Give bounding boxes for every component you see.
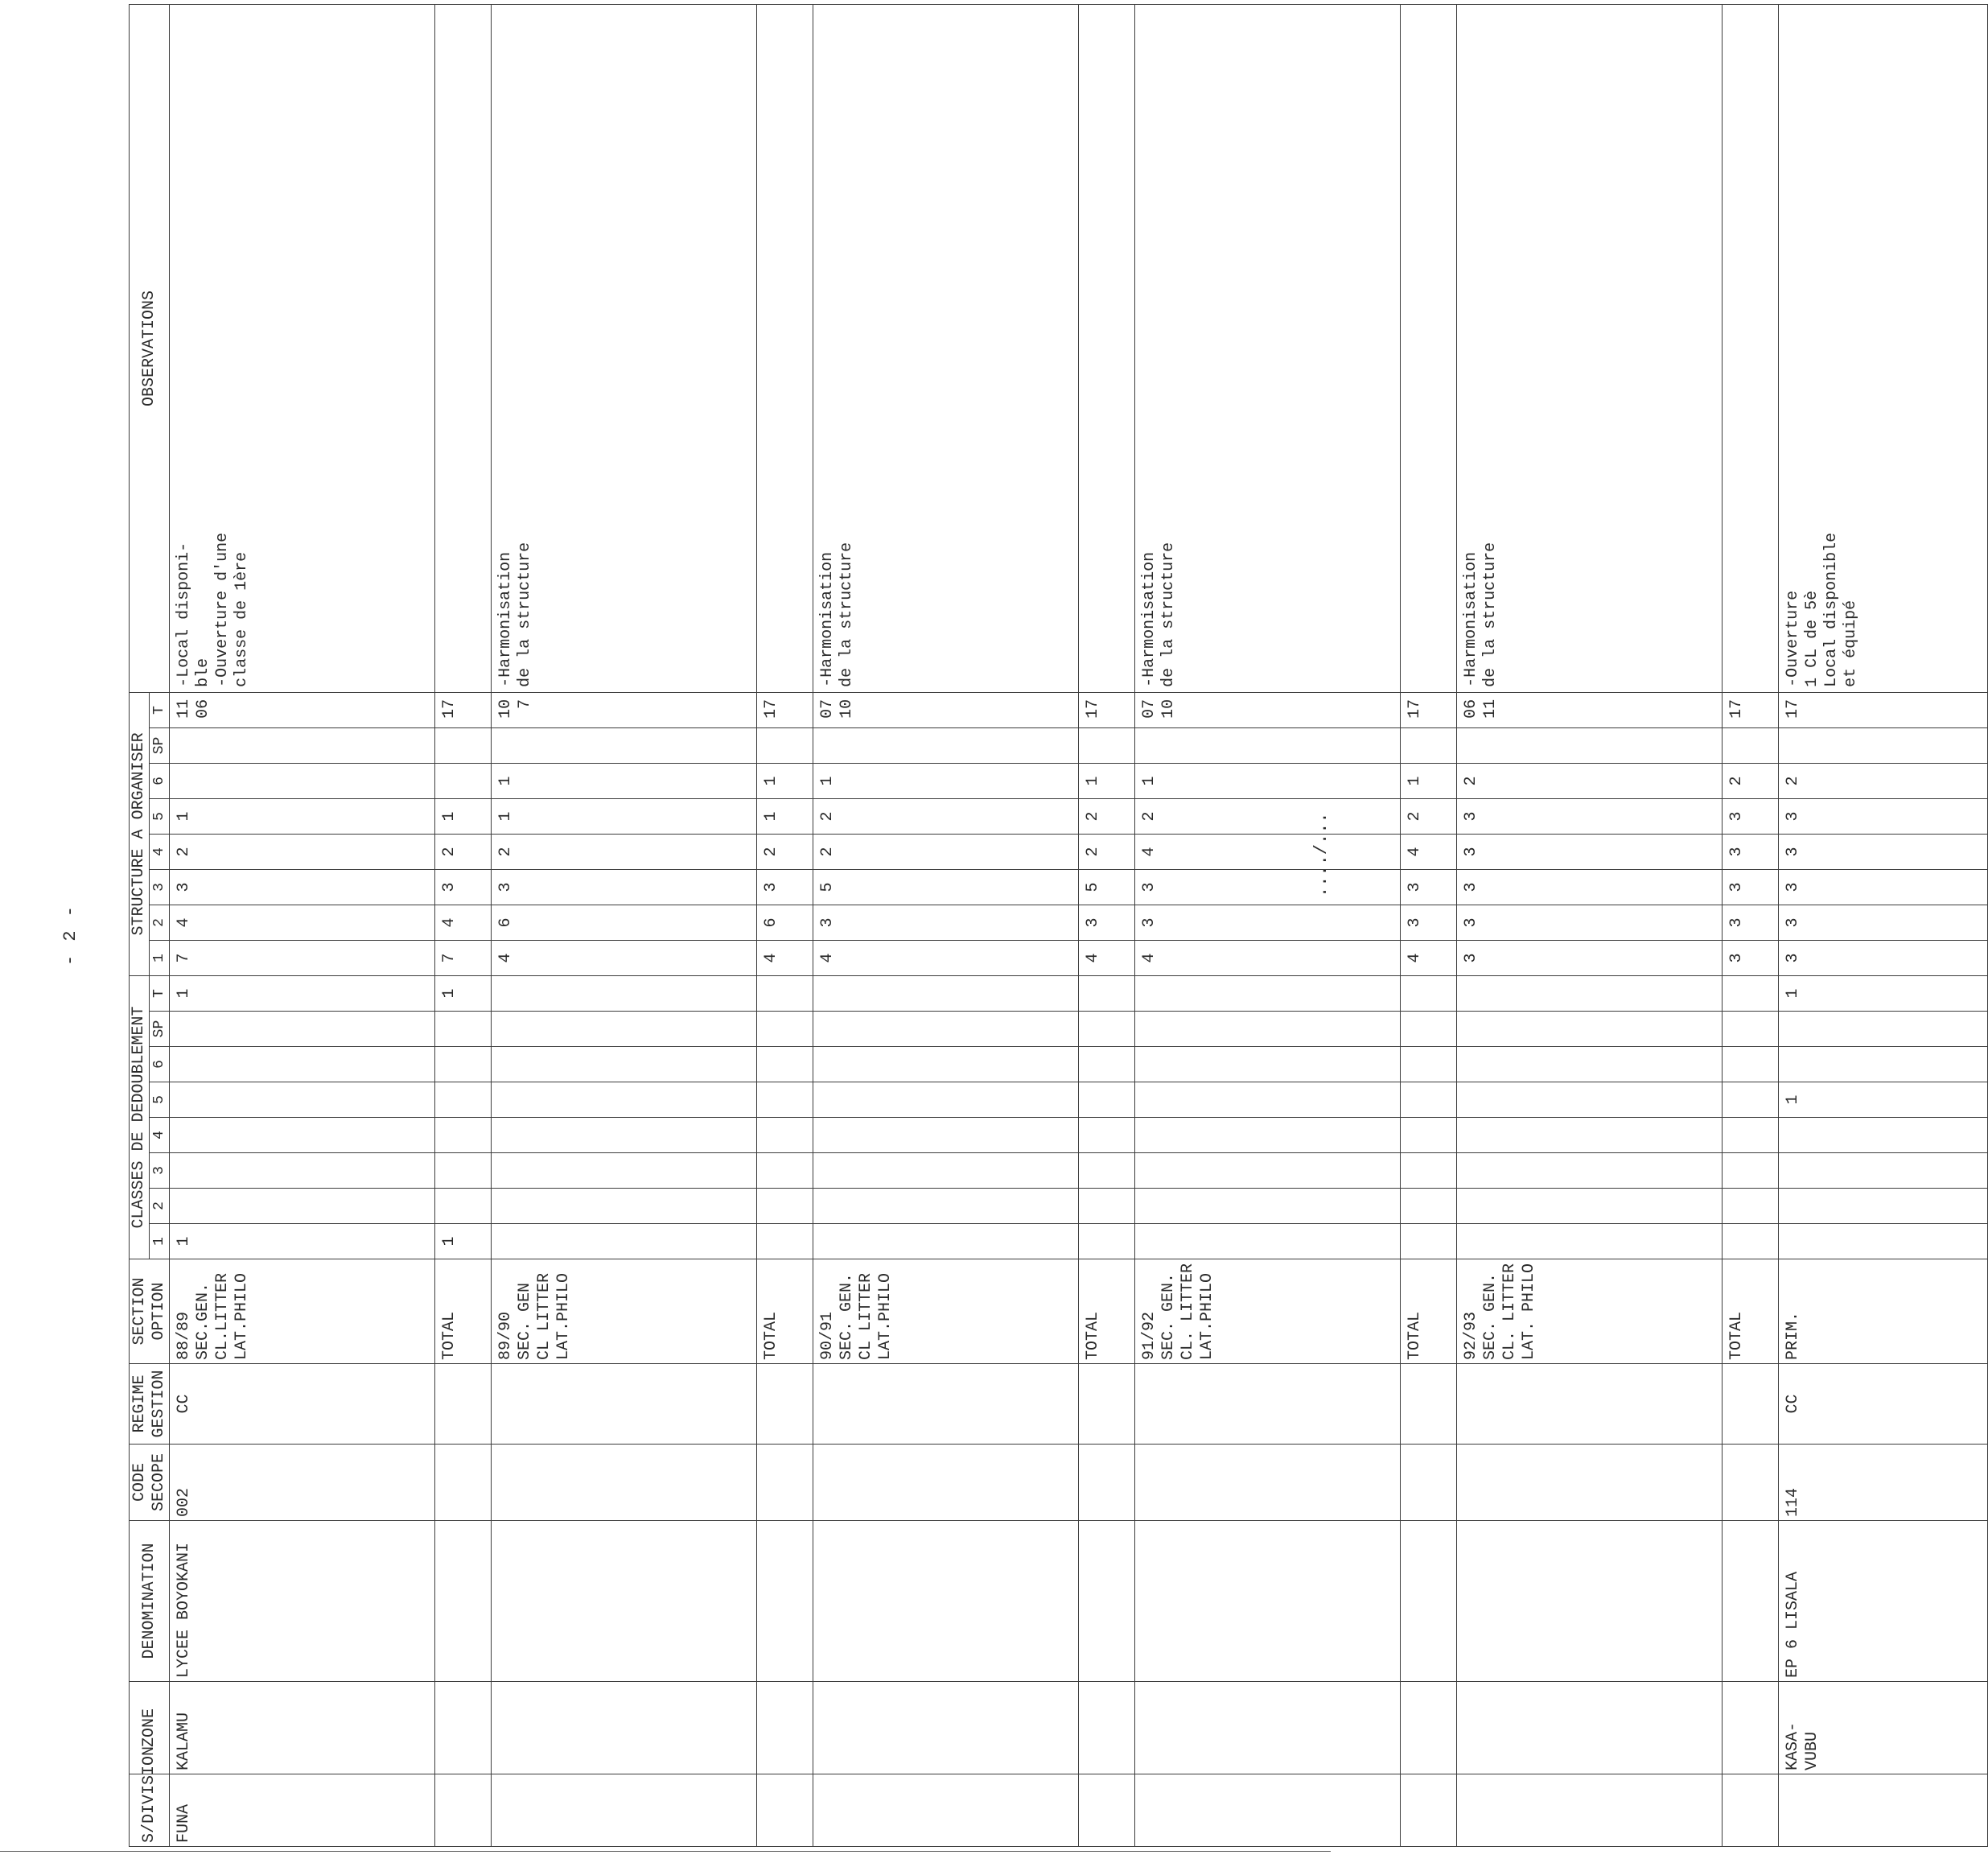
zone-cell: [1457, 1682, 1723, 1774]
structure-cell: 7: [170, 940, 435, 975]
structure-cell: 3: [170, 869, 435, 905]
rotated-table-container: [129, 4, 1860, 1847]
dedoublement-cell: [1135, 1189, 1401, 1224]
dedoublement-cell: [1079, 1047, 1135, 1082]
structure-cell: 1: [170, 798, 435, 834]
dedoublement-cell: [813, 1082, 1079, 1118]
regime-cell: [757, 1364, 813, 1445]
table-row: [813, 5, 1079, 1847]
structure-cell: 3: [1723, 798, 1779, 834]
structure-cell: 2: [1723, 763, 1779, 798]
header-section-option: SECTION OPTION: [130, 1259, 170, 1364]
denomination-cell: [1079, 1521, 1135, 1682]
code-secope-cell: [813, 1445, 1079, 1521]
structure-cell: 2: [813, 798, 1079, 834]
structure-cell: 2: [813, 834, 1079, 869]
structure-cell: 3: [1457, 798, 1723, 834]
dedoublement-cell: [435, 1082, 492, 1118]
dedoublement-cell: [1723, 975, 1779, 1011]
regime-cell: CC: [170, 1364, 435, 1445]
dedoublement-cell: [1401, 1047, 1457, 1082]
dedoublement-cell: 1: [1779, 1082, 1988, 1118]
structure-cell: 3: [1457, 834, 1723, 869]
structure-cell: 4: [1135, 940, 1401, 975]
structure-cell: 2: [435, 834, 492, 869]
denomination-cell: LYCEE BOYOKANI: [170, 1521, 435, 1682]
denomination-cell: [492, 1521, 757, 1682]
structure-cell: 7: [435, 940, 492, 975]
dedoublement-cell: [757, 975, 813, 1011]
section-cell: TOTAL: [1401, 1259, 1457, 1364]
structure-cell: 3: [1779, 834, 1988, 869]
structure-cell: 6: [757, 905, 813, 940]
section-cell: 88/89 SEC.GEN. CL.LITTER LAT.PHILO: [170, 1259, 435, 1364]
denomination-cell: [757, 1521, 813, 1682]
subheader-structure-6: 6: [150, 763, 170, 798]
structure-cell: 5: [1079, 869, 1135, 905]
subheader-structure-sp: SP: [150, 727, 170, 763]
dedoublement-cell: 1: [435, 1224, 492, 1259]
zone-cell: [492, 1682, 757, 1774]
dedoublement-cell: [1779, 1118, 1988, 1153]
table-row: [757, 5, 813, 1847]
structure-cell: 1: [757, 763, 813, 798]
subdivision-cell: [1079, 1774, 1135, 1847]
structure-cell: 3: [1401, 869, 1457, 905]
dedoublement-cell: [1779, 1047, 1988, 1082]
code-secope-cell: [1401, 1445, 1457, 1521]
dedoublement-cell: [1779, 1224, 1988, 1259]
denomination-cell: [813, 1521, 1079, 1682]
dedoublement-cell: [1457, 1047, 1723, 1082]
code-secope-cell: [492, 1445, 757, 1521]
dedoublement-cell: [757, 1224, 813, 1259]
dedoublement-cell: [757, 1082, 813, 1118]
dedoublement-cell: [435, 1153, 492, 1189]
dedoublement-cell: [435, 1118, 492, 1153]
dedoublement-cell: [1135, 1224, 1401, 1259]
section-cell: PRIM.: [1779, 1259, 1988, 1364]
structure-cell: 3: [1723, 834, 1779, 869]
dedoublement-cell: [813, 1118, 1079, 1153]
dedoublement-cell: [813, 1012, 1079, 1047]
dedoublement-cell: [813, 1047, 1079, 1082]
structure-cell: 3: [1723, 905, 1779, 940]
subdivision-cell: [813, 1774, 1079, 1847]
subheader-dedoublement-1: 1: [150, 1224, 170, 1259]
dedoublement-cell: [1723, 1047, 1779, 1082]
regime-cell: [1079, 1364, 1135, 1445]
dedoublement-cell: [1401, 1189, 1457, 1224]
regime-cell: [435, 1364, 492, 1445]
structure-cell: 3: [1779, 798, 1988, 834]
observations-cell: -Harmonisation de la structure: [813, 5, 1079, 693]
dedoublement-cell: [1079, 1082, 1135, 1118]
dedoublement-cell: [813, 975, 1079, 1011]
structure-cell: 5: [813, 869, 1079, 905]
structure-cell: 3: [1457, 905, 1723, 940]
section-cell: TOTAL: [757, 1259, 813, 1364]
dedoublement-cell: [492, 1012, 757, 1047]
subdivision-cell: [435, 1774, 492, 1847]
zone-cell: [1135, 1682, 1401, 1774]
header-row: [130, 5, 150, 1847]
dedoublement-cell: [1401, 1082, 1457, 1118]
subdivision-cell: [1723, 1774, 1779, 1847]
regime-cell: [813, 1364, 1079, 1445]
header-code-secope: CODE SECOPE: [130, 1445, 170, 1521]
dedoublement-cell: [1401, 975, 1457, 1011]
subheader-structure-4: 4: [150, 834, 170, 869]
observations-cell: -Harmonisation de la structure: [1457, 5, 1723, 693]
section-cell: 90/91 SEC. GEN. CL LITTER LAT.PHILO: [813, 1259, 1079, 1364]
dedoublement-cell: [435, 1012, 492, 1047]
observations-cell: -Harmonisation de la structure: [1135, 5, 1401, 693]
zone-cell: [1079, 1682, 1135, 1774]
structure-cell: 3: [1401, 905, 1457, 940]
zone-cell: KASA-VUBU: [1779, 1682, 1988, 1774]
section-cell: 89/90 SEC. GEN CL LITTER LAT.PHILO: [492, 1259, 757, 1364]
code-secope-cell: [1457, 1445, 1723, 1521]
subheader-structure-5: 5: [150, 798, 170, 834]
subdivision-cell: [1779, 1774, 1988, 1847]
structure-cell: 2: [1779, 763, 1988, 798]
table-row: [1457, 5, 1723, 1847]
structure-cell: 1: [1135, 763, 1401, 798]
dedoublement-cell: [492, 1224, 757, 1259]
zone-cell: KALAMU: [170, 1682, 435, 1774]
dedoublement-cell: [1457, 1118, 1723, 1153]
structure-cell: 3: [1779, 869, 1988, 905]
dedoublement-cell: [170, 1153, 435, 1189]
structure-cell: 1: [1401, 763, 1457, 798]
dedoublement-cell: [1079, 1012, 1135, 1047]
header-zone: ZONE: [130, 1682, 170, 1774]
observations-cell: [435, 5, 492, 693]
structure-cell: 3: [1779, 905, 1988, 940]
school-structure-table: [129, 4, 1988, 1847]
dedoublement-cell: [757, 1189, 813, 1224]
dedoublement-cell: 1: [170, 1224, 435, 1259]
dedoublement-cell: [1723, 1118, 1779, 1153]
table-row: [170, 5, 435, 1847]
dedoublement-cell: [1457, 1153, 1723, 1189]
structure-cell: 17: [435, 692, 492, 727]
code-secope-cell: [1723, 1445, 1779, 1521]
dedoublement-cell: [170, 1189, 435, 1224]
denomination-cell: EP 6 LISALA: [1779, 1521, 1988, 1682]
dedoublement-cell: 1: [1779, 975, 1988, 1011]
structure-cell: [170, 727, 435, 763]
structure-cell: 1: [1079, 763, 1135, 798]
subheader-structure-3: 3: [150, 869, 170, 905]
structure-cell: 3: [1779, 940, 1988, 975]
code-secope-cell: [757, 1445, 813, 1521]
structure-cell: [757, 727, 813, 763]
dedoublement-cell: [1723, 1189, 1779, 1224]
dedoublement-cell: [492, 1153, 757, 1189]
zone-cell: [1723, 1682, 1779, 1774]
structure-cell: [435, 727, 492, 763]
page-number: - 2 -: [60, 904, 80, 966]
structure-cell: 17: [1401, 692, 1457, 727]
table-row: [1779, 5, 1988, 1847]
header-structure-organiser: STRUCTURE A ORGANISER: [130, 692, 150, 975]
dedoublement-cell: [1401, 1118, 1457, 1153]
dedoublement-cell: [1401, 1224, 1457, 1259]
dedoublement-cell: [1457, 1012, 1723, 1047]
structure-cell: 3: [1135, 869, 1401, 905]
structure-cell: 2: [757, 834, 813, 869]
regime-cell: [492, 1364, 757, 1445]
structure-cell: 4: [1079, 940, 1135, 975]
page-bottom-rule: [0, 1851, 1331, 1852]
structure-cell: 2: [1079, 834, 1135, 869]
dedoublement-cell: [492, 1189, 757, 1224]
dedoublement-cell: [1135, 1082, 1401, 1118]
structure-cell: 4: [1401, 940, 1457, 975]
dedoublement-cell: [813, 1153, 1079, 1189]
subdivision-cell: [1457, 1774, 1723, 1847]
table-body: [170, 5, 1988, 1847]
header-observations: OBSERVATIONS: [130, 5, 170, 693]
structure-cell: [813, 727, 1079, 763]
structure-cell: 17: [1779, 692, 1988, 727]
structure-cell: 2: [1457, 763, 1723, 798]
structure-cell: 17: [1079, 692, 1135, 727]
subheader-dedoublement-t: T: [150, 975, 170, 1011]
table-row: [1401, 5, 1457, 1847]
structure-cell: 11 06: [170, 692, 435, 727]
dedoublement-cell: [1723, 1082, 1779, 1118]
structure-cell: 4: [435, 905, 492, 940]
dedoublement-cell: 1: [435, 975, 492, 1011]
structure-cell: 2: [1079, 798, 1135, 834]
regime-cell: [1135, 1364, 1401, 1445]
observations-cell: [1401, 5, 1457, 693]
dedoublement-cell: [757, 1153, 813, 1189]
structure-cell: 3: [1079, 905, 1135, 940]
header-denomination: DENOMINATION: [130, 1521, 170, 1682]
structure-cell: 3: [1135, 905, 1401, 940]
zone-cell: [1401, 1682, 1457, 1774]
dedoublement-cell: 1: [170, 975, 435, 1011]
structure-cell: 07 10: [1135, 692, 1401, 727]
dedoublement-cell: [170, 1082, 435, 1118]
dedoublement-cell: [1779, 1012, 1988, 1047]
structure-cell: 3: [757, 869, 813, 905]
structure-cell: 2: [492, 834, 757, 869]
subheader-dedoublement-2: 2: [150, 1189, 170, 1224]
section-cell: TOTAL: [1723, 1259, 1779, 1364]
zone-cell: [813, 1682, 1079, 1774]
observations-cell: -Local disponi- ble -Ouverture d'une classe de 1ère: [170, 5, 435, 693]
structure-cell: 3: [1723, 869, 1779, 905]
section-cell: TOTAL: [1079, 1259, 1135, 1364]
dedoublement-cell: [1457, 1189, 1723, 1224]
dedoublement-cell: [492, 1118, 757, 1153]
header-classes-dedoublement: CLASSES DE DEDOUBLEMENT: [130, 975, 150, 1259]
subheader-dedoublement-5: 5: [150, 1082, 170, 1118]
section-cell: TOTAL: [435, 1259, 492, 1364]
structure-cell: [492, 727, 757, 763]
subheader-dedoublement-3: 3: [150, 1153, 170, 1189]
dedoublement-cell: [1723, 1012, 1779, 1047]
structure-cell: 3: [1723, 940, 1779, 975]
denomination-cell: [435, 1521, 492, 1682]
dedoublement-cell: [757, 1012, 813, 1047]
regime-cell: [1457, 1364, 1723, 1445]
dedoublement-cell: [1079, 1189, 1135, 1224]
structure-cell: [1723, 727, 1779, 763]
section-cell: 91/92 SEC. GEN. CL. LITTER LAT.PHILO: [1135, 1259, 1401, 1364]
dedoublement-cell: [1723, 1153, 1779, 1189]
structure-cell: [435, 763, 492, 798]
subdivision-cell: [1135, 1774, 1401, 1847]
dedoublement-cell: [1401, 1153, 1457, 1189]
regime-cell: [1723, 1364, 1779, 1445]
structure-cell: 3: [813, 905, 1079, 940]
code-secope-cell: [1079, 1445, 1135, 1521]
dedoublement-cell: [1079, 975, 1135, 1011]
dedoublement-cell: [1079, 1118, 1135, 1153]
subheader-dedoublement-6: 6: [150, 1047, 170, 1082]
code-secope-cell: [1135, 1445, 1401, 1521]
observations-cell: [1079, 5, 1135, 693]
observations-cell: -Ouverture 1 CL de 5è Local disponible et équipé: [1779, 5, 1988, 693]
dedoublement-cell: [1779, 1189, 1988, 1224]
denomination-cell: [1723, 1521, 1779, 1682]
structure-cell: [1135, 727, 1401, 763]
dedoublement-cell: [1079, 1153, 1135, 1189]
dedoublement-cell: [1401, 1012, 1457, 1047]
header-subdivision: S/DIVISION: [130, 1774, 170, 1847]
table-row: [1135, 5, 1401, 1847]
subheader-structure-t: T: [150, 692, 170, 727]
zone-cell: [757, 1682, 813, 1774]
structure-cell: 1: [492, 798, 757, 834]
table-row: [1079, 5, 1135, 1847]
observations-cell: [757, 5, 813, 693]
structure-cell: 1: [492, 763, 757, 798]
structure-cell: 4: [492, 940, 757, 975]
structure-cell: 07 10: [813, 692, 1079, 727]
dedoublement-cell: [1079, 1224, 1135, 1259]
subdivision-cell: [757, 1774, 813, 1847]
section-cell: 92/93 SEC. GEN. CL. LITTER LAT. PHILO: [1457, 1259, 1723, 1364]
dedoublement-cell: [1779, 1153, 1988, 1189]
dedoublement-cell: [1457, 975, 1723, 1011]
dedoublement-cell: [435, 1189, 492, 1224]
code-secope-cell: 002: [170, 1445, 435, 1521]
subheader-structure-1: 1: [150, 940, 170, 975]
structure-cell: 3: [492, 869, 757, 905]
structure-cell: 17: [1723, 692, 1779, 727]
structure-cell: 17: [757, 692, 813, 727]
dedoublement-cell: [492, 975, 757, 1011]
subdivision-cell: [492, 1774, 757, 1847]
structure-cell: 3: [1457, 940, 1723, 975]
dedoublement-cell: [1135, 1153, 1401, 1189]
structure-cell: [1457, 727, 1723, 763]
dedoublement-cell: [492, 1047, 757, 1082]
denomination-cell: [1457, 1521, 1723, 1682]
subdivision-cell: [1401, 1774, 1457, 1847]
dedoublement-cell: [813, 1189, 1079, 1224]
structure-cell: 1: [435, 798, 492, 834]
subheader-dedoublement-4: 4: [150, 1118, 170, 1153]
code-secope-cell: 114: [1779, 1445, 1988, 1521]
observations-cell: [1723, 5, 1779, 693]
structure-cell: 2: [170, 834, 435, 869]
structure-cell: 3: [435, 869, 492, 905]
denomination-cell: [1135, 1521, 1401, 1682]
structure-cell: 4: [757, 940, 813, 975]
dedoublement-cell: [1135, 1047, 1401, 1082]
structure-cell: 3: [1457, 869, 1723, 905]
dedoublement-cell: [170, 1118, 435, 1153]
dedoublement-cell: [435, 1047, 492, 1082]
dedoublement-cell: [813, 1224, 1079, 1259]
structure-cell: [170, 763, 435, 798]
regime-cell: [1401, 1364, 1457, 1445]
dedoublement-cell: [757, 1118, 813, 1153]
structure-cell: 2: [1401, 798, 1457, 834]
structure-cell: 4: [1135, 834, 1401, 869]
table-row: [492, 5, 757, 1847]
structure-cell: 1: [757, 798, 813, 834]
structure-cell: 6: [492, 905, 757, 940]
table-row: [435, 5, 492, 1847]
structure-cell: 1: [813, 763, 1079, 798]
structure-cell: [1401, 727, 1457, 763]
denomination-cell: [1401, 1521, 1457, 1682]
subheader-dedoublement-sp: SP: [150, 1012, 170, 1047]
subdivision-cell: FUNA: [170, 1774, 435, 1847]
structure-cell: 4: [813, 940, 1079, 975]
dedoublement-cell: [170, 1012, 435, 1047]
dedoublement-cell: [1457, 1224, 1723, 1259]
dedoublement-cell: [1135, 975, 1401, 1011]
dedoublement-cell: [1457, 1082, 1723, 1118]
header-regime-gestion: REGIME GESTION: [130, 1364, 170, 1445]
table-row: [1723, 5, 1779, 1847]
subheader-structure-2: 2: [150, 905, 170, 940]
dedoublement-cell: [1723, 1224, 1779, 1259]
structure-cell: 2: [1135, 798, 1401, 834]
continuation-mark: ..../...: [1311, 812, 1332, 897]
dedoublement-cell: [1135, 1118, 1401, 1153]
structure-cell: 4: [1401, 834, 1457, 869]
regime-cell: CC: [1779, 1364, 1988, 1445]
structure-cell: [1079, 727, 1135, 763]
dedoublement-cell: [492, 1082, 757, 1118]
dedoublement-cell: [757, 1047, 813, 1082]
code-secope-cell: [435, 1445, 492, 1521]
structure-cell: [1779, 727, 1988, 763]
structure-cell: 06 11: [1457, 692, 1723, 727]
structure-cell: 4: [170, 905, 435, 940]
dedoublement-cell: [1135, 1012, 1401, 1047]
zone-cell: [435, 1682, 492, 1774]
observations-cell: -Harmonisation de la structure: [492, 5, 757, 693]
structure-cell: 10 7: [492, 692, 757, 727]
dedoublement-cell: [170, 1047, 435, 1082]
